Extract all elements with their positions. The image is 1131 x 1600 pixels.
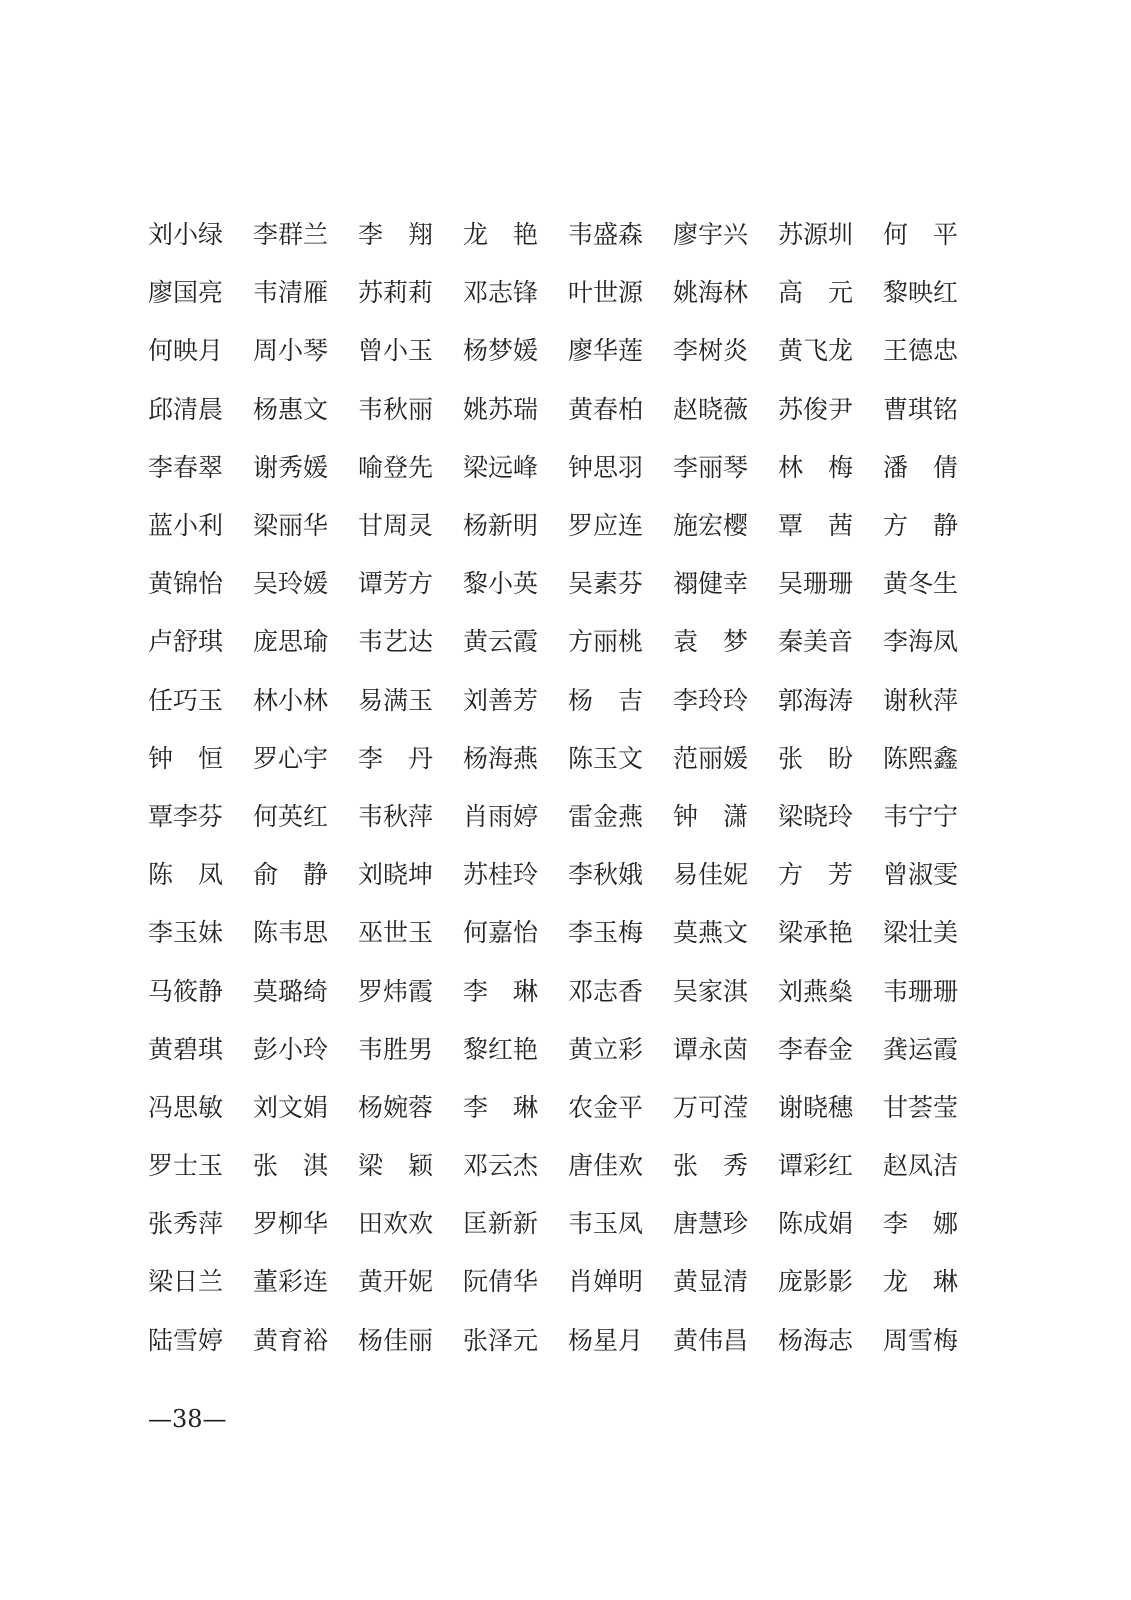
name-entry: 黄立彩: [568, 1034, 644, 1064]
name-entry: 陈成娟: [778, 1209, 854, 1239]
name-row: [148, 1021, 988, 1079]
name-entry: 苏桂玲: [463, 860, 539, 890]
name-entry: 张泽元: [463, 1325, 539, 1355]
name-entry: 谢秋萍: [883, 685, 959, 715]
name-entry: 陈韦思: [253, 918, 329, 948]
name-entry: 曾小玉: [358, 336, 434, 366]
name-entry: 李春金: [778, 1034, 854, 1064]
name-entry: 李玲玲: [673, 685, 749, 715]
name-entry: 方静: [883, 511, 984, 541]
name-entry: 黄碧琪: [148, 1034, 224, 1064]
name-entry: 李玉妹: [148, 918, 224, 948]
name-entry: 何平: [883, 220, 984, 250]
name-row: [148, 497, 988, 555]
name-entry: 黄伟昌: [673, 1325, 749, 1355]
name-entry: 谭芳方: [358, 569, 434, 599]
name-entry: 蓝小利: [148, 511, 224, 541]
name-entry: 李秋娥: [568, 860, 644, 890]
name-entry: 曹琪铭: [883, 394, 959, 424]
name-entry: 任巧玉: [148, 685, 224, 715]
name-entry: 范丽媛: [673, 743, 749, 773]
name-row: [148, 1253, 988, 1311]
name-entry: 龚运霞: [883, 1034, 959, 1064]
name-entry: 刘晓坤: [358, 860, 434, 890]
name-entry: 匡新新: [463, 1209, 539, 1239]
name-entry: 阮倩华: [463, 1267, 539, 1297]
name-entry: 黄云霞: [463, 627, 539, 657]
name-entry: 覃李芬: [148, 801, 224, 831]
name-entry: 梁壮美: [883, 918, 959, 948]
name-row: [148, 672, 988, 730]
name-entry: 谭彩红: [778, 1151, 854, 1181]
name-entry: 张秀萍: [148, 1209, 224, 1239]
name-entry: 李丹: [358, 743, 459, 773]
name-entry: 李琳: [463, 976, 564, 1006]
name-entry: 廖国亮: [148, 278, 224, 308]
name-entry: 田欢欢: [358, 1209, 434, 1239]
name-entry: 周雪梅: [883, 1325, 959, 1355]
name-entry: 钟思羽: [568, 452, 644, 482]
name-entry: 罗心宇: [253, 743, 329, 773]
name-entry: 韦珊珊: [883, 976, 959, 1006]
name-entry: 黄冬生: [883, 569, 959, 599]
name-entry: 陈凤: [148, 860, 249, 890]
name-entry: 甘周灵: [358, 511, 434, 541]
name-entry: 苏源圳: [778, 220, 854, 250]
name-entry: 韦盛森: [568, 220, 644, 250]
name-entry: 甘荟莹: [883, 1092, 959, 1122]
name-entry: 邱清晨: [148, 394, 224, 424]
name-entry: 钟恒: [148, 743, 249, 773]
name-entry: 禤健幸: [673, 569, 749, 599]
name-entry: 黄飞龙: [778, 336, 854, 366]
name-row: [148, 730, 988, 788]
name-entry: 龙艳: [463, 220, 564, 250]
name-entry: 邓志锋: [463, 278, 539, 308]
name-entry: 陈玉文: [568, 743, 644, 773]
name-entry: 钟潇: [673, 801, 774, 831]
name-entry: 吴珊珊: [778, 569, 854, 599]
name-entry: 杨惠文: [253, 394, 329, 424]
name-row: [148, 1195, 988, 1253]
name-entry: 李玉梅: [568, 918, 644, 948]
name-row: [148, 439, 988, 497]
name-entry: 刘善芳: [463, 685, 539, 715]
name-entry: 谭永茵: [673, 1034, 749, 1064]
name-row: [148, 904, 988, 962]
name-entry: 姚海林: [673, 278, 749, 308]
name-entry: 林小林: [253, 685, 329, 715]
name-entry: 龙琳: [883, 1267, 984, 1297]
name-entry: 农金平: [568, 1092, 644, 1122]
name-entry: 韦秋丽: [358, 394, 434, 424]
name-entry: 苏莉莉: [358, 278, 434, 308]
name-row: [148, 555, 988, 613]
name-entry: 高元: [778, 278, 879, 308]
name-entry: 张盼: [778, 743, 879, 773]
name-entry: 杨星月: [568, 1325, 644, 1355]
name-entry: 陆雪婷: [148, 1325, 224, 1355]
name-entry: 罗应连: [568, 511, 644, 541]
name-entry: 廖华莲: [568, 336, 644, 366]
name-entry: 袁梦: [673, 627, 774, 657]
name-entry: 何映月: [148, 336, 224, 366]
name-entry: 叶世源: [568, 278, 644, 308]
name-entry: 潘倩: [883, 452, 984, 482]
name-entry: 罗炜霞: [358, 976, 434, 1006]
name-entry: 覃茜: [778, 511, 879, 541]
name-entry: 肖雨婷: [463, 801, 539, 831]
name-entry: 黄春柏: [568, 394, 644, 424]
name-row: [148, 962, 988, 1020]
name-entry: 谢晓穗: [778, 1092, 854, 1122]
name-entry: 秦美音: [778, 627, 854, 657]
name-entry: 黄育裕: [253, 1325, 329, 1355]
page-number: —38—: [148, 1405, 227, 1433]
name-row: [148, 1137, 988, 1195]
name-row: [148, 381, 988, 439]
name-entry: 曾淑雯: [883, 860, 959, 890]
name-row: [148, 322, 988, 380]
name-entry: 梁晓玲: [778, 801, 854, 831]
name-entry: 施宏樱: [673, 511, 749, 541]
name-entry: 杨婉蓉: [358, 1092, 434, 1122]
name-row: [148, 788, 988, 846]
name-entry: 林梅: [778, 452, 879, 482]
name-entry: 韦秋萍: [358, 801, 434, 831]
name-entry: 李丽琴: [673, 452, 749, 482]
name-entry: 梁日兰: [148, 1267, 224, 1297]
name-entry: 梁承艳: [778, 918, 854, 948]
name-entry: 谢秀媛: [253, 452, 329, 482]
name-entry: 邓云杰: [463, 1151, 539, 1181]
name-entry: 喻登先: [358, 452, 434, 482]
name-entry: 吴家淇: [673, 976, 749, 1006]
name-entry: 庞影影: [778, 1267, 854, 1297]
name-entry: 李群兰: [253, 220, 329, 250]
name-entry: 刘文娟: [253, 1092, 329, 1122]
name-entry: 唐佳欢: [568, 1151, 644, 1181]
name-entry: 李翔: [358, 220, 459, 250]
name-entry: 韦艺达: [358, 627, 434, 657]
name-entry: 姚苏瑞: [463, 394, 539, 424]
name-entry: 苏俊尹: [778, 394, 854, 424]
name-entry: 冯思敏: [148, 1092, 224, 1122]
name-list: [148, 206, 988, 1370]
name-entry: 李海凤: [883, 627, 959, 657]
name-entry: 杨海志: [778, 1325, 854, 1355]
name-entry: 韦胜男: [358, 1034, 434, 1064]
name-entry: 杨佳丽: [358, 1325, 434, 1355]
name-entry: 易满玉: [358, 685, 434, 715]
name-entry: 李树炎: [673, 336, 749, 366]
name-entry: 罗柳华: [253, 1209, 329, 1239]
name-entry: 梁丽华: [253, 511, 329, 541]
name-entry: 张秀: [673, 1151, 774, 1181]
name-entry: 梁远峰: [463, 452, 539, 482]
name-row: [148, 264, 988, 322]
name-entry: 黄锦怡: [148, 569, 224, 599]
name-entry: 邓志香: [568, 976, 644, 1006]
name-entry: 卢舒琪: [148, 627, 224, 657]
name-entry: 何嘉怡: [463, 918, 539, 948]
name-entry: 黄显清: [673, 1267, 749, 1297]
name-entry: 梁颖: [358, 1151, 459, 1181]
name-row: [148, 206, 988, 264]
name-entry: 吴素芬: [568, 569, 644, 599]
name-entry: 吴玲媛: [253, 569, 329, 599]
name-entry: 陈熙鑫: [883, 743, 959, 773]
name-entry: 黄开妮: [358, 1267, 434, 1297]
name-row: [148, 1079, 988, 1137]
name-entry: 廖宇兴: [673, 220, 749, 250]
name-entry: 杨新明: [463, 511, 539, 541]
name-entry: 俞静: [253, 860, 354, 890]
name-entry: 周小琴: [253, 336, 329, 366]
name-entry: 张淇: [253, 1151, 354, 1181]
name-row: [148, 846, 988, 904]
name-entry: 庞思瑜: [253, 627, 329, 657]
name-entry: 黎红艳: [463, 1034, 539, 1064]
name-row: [148, 613, 988, 671]
name-entry: 韦清雁: [253, 278, 329, 308]
name-entry: 黎小英: [463, 569, 539, 599]
name-entry: 彭小玲: [253, 1034, 329, 1064]
name-entry: 方丽桃: [568, 627, 644, 657]
name-entry: 韦宁宁: [883, 801, 959, 831]
name-entry: 王德忠: [883, 336, 959, 366]
name-entry: 刘小绿: [148, 220, 224, 250]
name-entry: 李春翠: [148, 452, 224, 482]
name-entry: 易佳妮: [673, 860, 749, 890]
name-entry: 韦玉凤: [568, 1209, 644, 1239]
name-entry: 唐慧珍: [673, 1209, 749, 1239]
name-entry: 雷金燕: [568, 801, 644, 831]
name-entry: 杨吉: [568, 685, 669, 715]
name-entry: 肖婵明: [568, 1267, 644, 1297]
name-entry: 刘燕燊: [778, 976, 854, 1006]
name-entry: 莫燕文: [673, 918, 749, 948]
name-entry: 何英红: [253, 801, 329, 831]
name-entry: 巫世玉: [358, 918, 434, 948]
name-entry: 罗士玉: [148, 1151, 224, 1181]
name-entry: 李娜: [883, 1209, 984, 1239]
name-entry: 莫璐绮: [253, 976, 329, 1006]
name-entry: 赵晓薇: [673, 394, 749, 424]
name-entry: 董彩连: [253, 1267, 329, 1297]
name-entry: 马筱静: [148, 976, 224, 1006]
name-entry: 赵凤洁: [883, 1151, 959, 1181]
name-entry: 李琳: [463, 1092, 564, 1122]
name-entry: 黎映红: [883, 278, 959, 308]
name-entry: 方芳: [778, 860, 879, 890]
name-entry: 万可滢: [673, 1092, 749, 1122]
name-entry: 杨梦媛: [463, 336, 539, 366]
name-entry: 杨海燕: [463, 743, 539, 773]
name-row: [148, 1312, 988, 1370]
name-entry: 郭海涛: [778, 685, 854, 715]
